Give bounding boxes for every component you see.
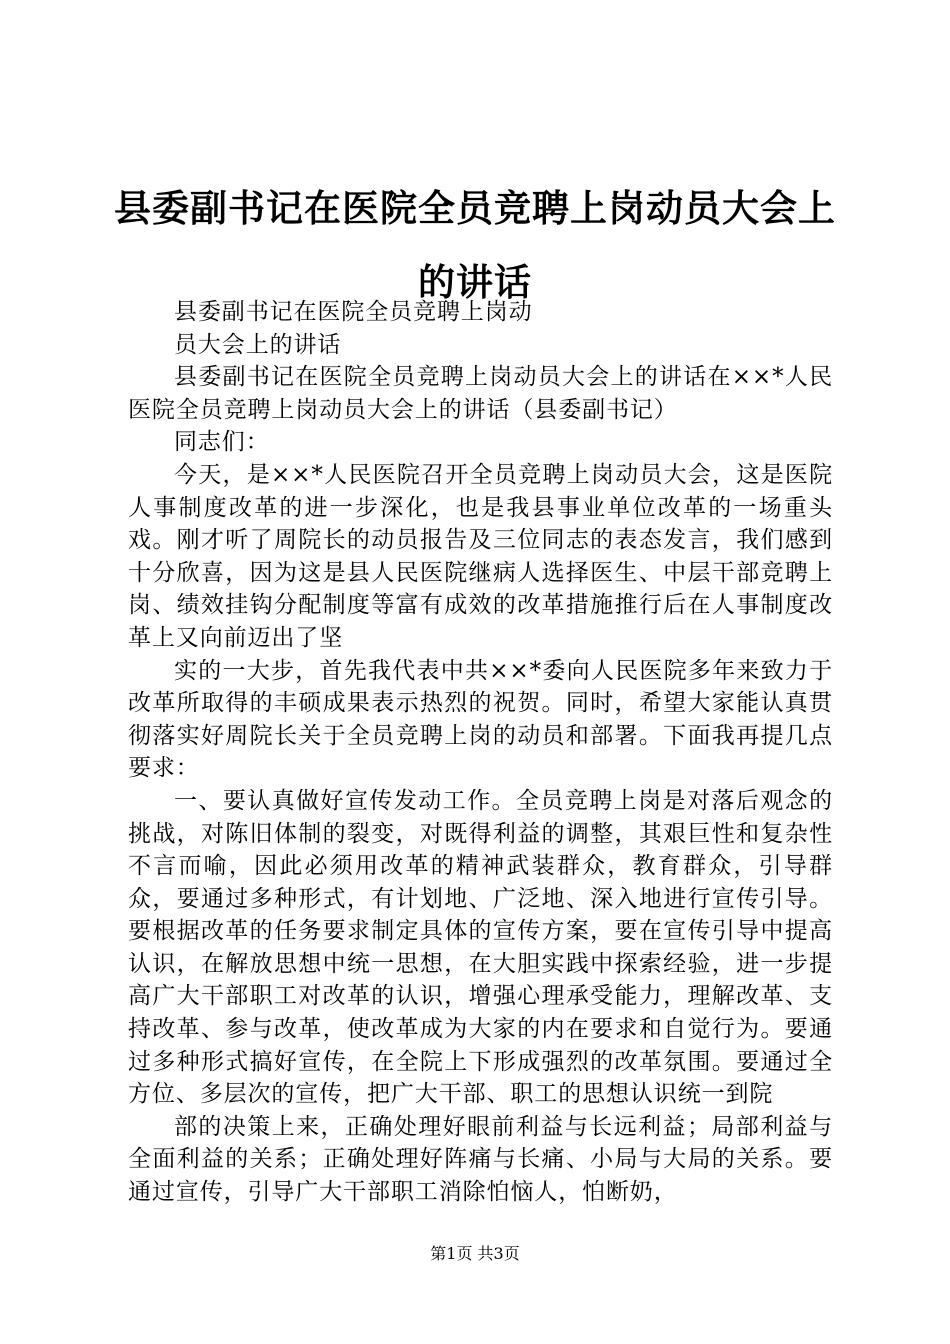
paragraph-heading: 县委副书记在医院全员竞聘上岗动员大会上的讲话在××*人民医院全员竞聘上岗动员大会上的讲话（县委副书记） <box>128 364 833 423</box>
document-title: 县委副书记在医院全员竞聘上岗动员大会上的讲话 <box>114 187 836 304</box>
page-number-footer: 第1页 共3页 <box>430 1244 520 1263</box>
paragraph-continuation: 部的决策上来，正确处理好眼前利益与长远利益；局部利益与全面利益的关系；正确处理好阵痛与长痛、小局与大局的关系。要通过宣传，引导广大干部职工消除怕恼人，怕断奶， <box>128 1113 833 1206</box>
document-body <box>128 296 833 1209</box>
paragraph-salutation: 同志们： <box>174 429 270 456</box>
paragraph-intro: 今天，是××*人民医院召开全员竞聘上岗动员大会，这是医院人事制度改革的进一步深化，也是我县事业单位改革的一场重头戏。刚才听了周院长的动员报告及三位同志的表态发言，我们感到十分欣喜，因为这是县人民医院继病人选择医生、中层干部竞聘上岗、绩效挂钩分配制度等富有成效的改革措施推行后在人事制度改革上又向前迈出了坚 <box>128 461 833 651</box>
paragraph-subtitle-line-2: 员大会上的讲话 <box>174 331 342 358</box>
paragraph-point-one: 一、要认真做好宣传发动工作。全员竞聘上岗是对落后观念的挑战，对陈旧体制的裂变，对既得利益的调整，其艰巨性和复杂性不言而喻，因此必须用改革的精神武装群众，教育群众，引导群众，要通过多种形式，有计划地、广泛地、深入地进行宣传引导。要根据改革的任务要求制定具体的宣传方案，要在宣传引导中提高认识，在解放思想中统一思想，在大胆实践中探索经验，进一步提高广大干部职工对改革的认识，增强心理承受能力，理解改革、支持改革、参与改革，使改革成为大家的内在要求和自觉行为。要通过多种形式搞好宣传，在全院上下形成强烈的改革氛围。要通过全方位、多层次的宣传，把广大干部、职工的思想认识统一到院 <box>128 787 833 1108</box>
paragraph-subtitle-line-1: 县委副书记在医院全员竞聘上岗动 <box>174 299 533 325</box>
paragraph-congratulation: 实的一大步，首先我代表中共××*委向人民医院多年来致力于改革所取得的丰硕成果表示热烈的祝贺。同时，希望大家能认真贯彻落实好周院长关于全员竞聘上岗的动员和部署。下面我再提几点要求： <box>128 657 833 782</box>
